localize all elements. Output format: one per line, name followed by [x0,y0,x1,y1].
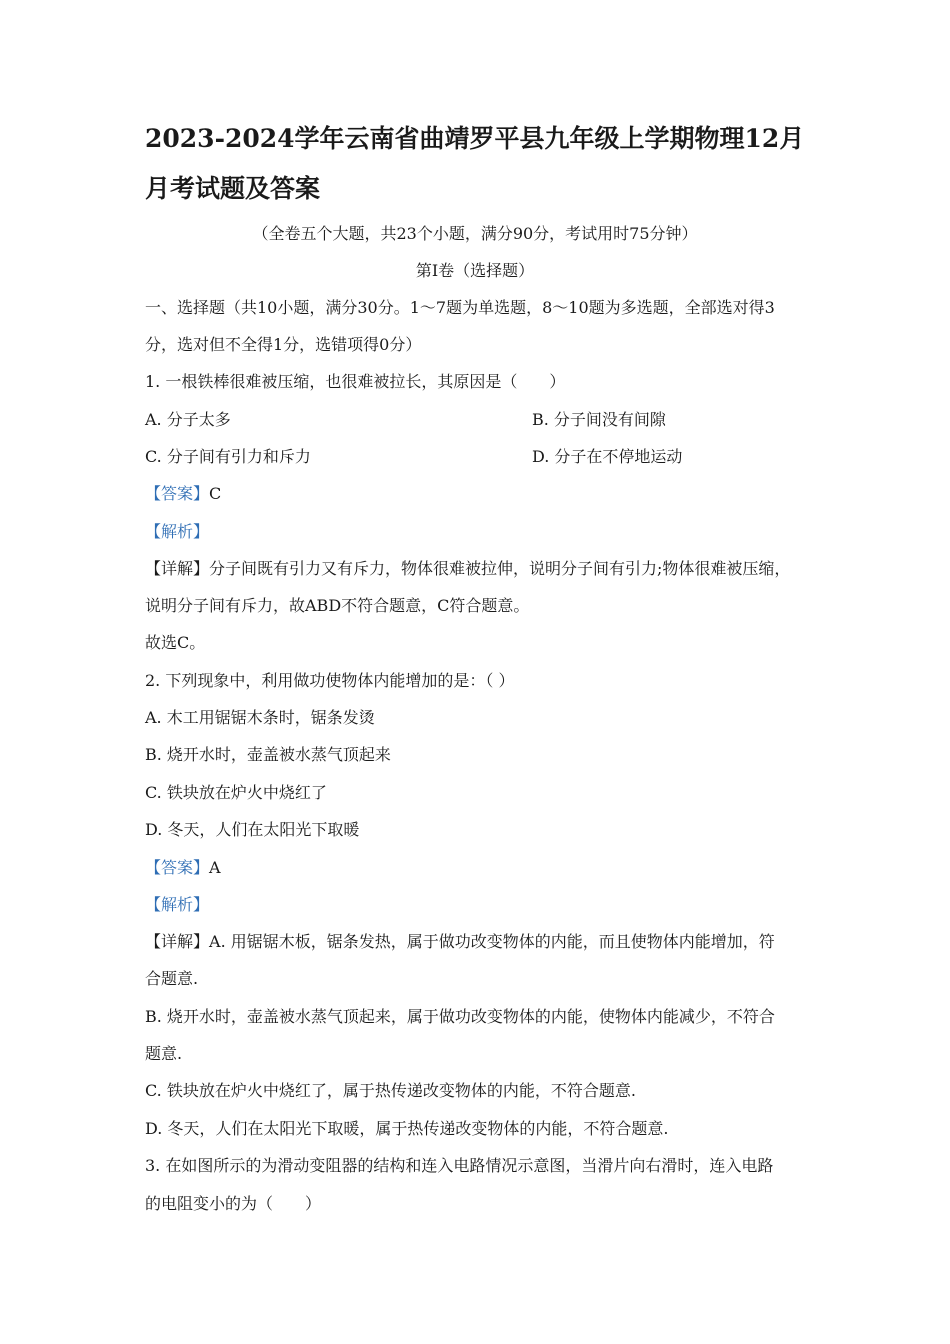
q1-detail-line-2: 说明分子间有斥力，故ABD不符合题意，C符合题意。 [145,596,530,615]
q2-detail-line-6: D. 冬天，人们在太阳光下取暖，属于热传递改变物体的内能，不符合题意. [145,1119,669,1138]
answer-value: C [209,484,222,503]
q2-analysis-heading [145,893,209,917]
q1-option-b: B. 分子间没有间隙 [532,410,666,429]
q3-stem-line-2: 的电阻变小的为（ ） [145,1194,322,1213]
detail-tag: 【详解】 [145,559,210,578]
q2-answer [145,856,221,880]
document-title-line-1: 2023-2024学年云南省曲靖罗平县九年级上学期物理12月 [145,124,805,153]
section-instructions-line-1: 一、选择题（共10小题，满分30分。1～7题为单选题，8～10题为多选题，全部选对得3 [145,298,775,317]
q1-analysis-heading [145,520,209,544]
q1-option-d: D. 分子在不停地运动 [532,447,683,466]
q3-stem-line-1: 3. 在如图所示的为滑动变阻器的结构和连入电路情况示意图，当滑片向右滑时，连入电路 [145,1156,774,1175]
volume-heading: 第Ⅰ卷（选择题） [415,261,535,280]
q2-option-c: C. 铁块放在炉火中烧红了 [145,783,327,802]
q1-stem: 1. 一根铁棒很难被压缩，也很难被拉长，其原因是（ ） [145,372,566,391]
q1-answer [145,482,221,506]
q2-option-a: A. 木工用锯锯木条时，锯条发烫 [145,708,375,727]
detail-text: 分子间既有引力又有斥力，物体很难被拉伸，说明分子间有引力;物体很难被压缩， [209,559,791,578]
detail-tag: 【详解】 [145,932,210,951]
answer-tag: 【答案】 [145,484,210,503]
q2-detail-line-3: B. 烧开水时，壶盖被水蒸气顶起来，属于做功改变物体的内能，使物体内能减少，不符合 [145,1007,775,1026]
q2-detail-line-5: C. 铁块放在炉火中烧红了，属于热传递改变物体的内能，不符合题意. [145,1081,636,1100]
exam-note: （全卷五个大题，共23个小题，满分90分，考试用时75分钟） [252,224,698,243]
document-title-line-2: 月考试题及答案 [145,174,321,203]
detail-text: A. 用锯锯木板，锯条发热，属于做功改变物体的内能，而且使物体内能增加，符 [209,932,775,951]
q2-detail-line-2: 合题意. [145,969,199,988]
q2-detail-line-4: 题意. [145,1044,183,1063]
q1-conclusion: 故选C。 [145,633,206,652]
q2-stem: 2. 下列现象中，利用做功使物体内能增加的是：（ ） [145,671,515,690]
q2-option-d: D. 冬天，人们在太阳光下取暖 [145,820,360,839]
q1-option-a: A. 分子太多 [145,410,231,429]
section-instructions-line-2: 分，选对但不全得1分，选错项得0分） [145,335,422,354]
analysis-tag: 【解析】 [145,522,210,541]
analysis-tag: 【解析】 [145,895,210,914]
q1-option-c: C. 分子间有引力和斥力 [145,447,311,466]
answer-tag: 【答案】 [145,858,210,877]
q2-detail-line-1 [145,930,775,954]
q2-option-b: B. 烧开水时，壶盖被水蒸气顶起来 [145,745,391,764]
q1-detail-line-1 [145,557,790,581]
answer-value: A [209,858,221,877]
